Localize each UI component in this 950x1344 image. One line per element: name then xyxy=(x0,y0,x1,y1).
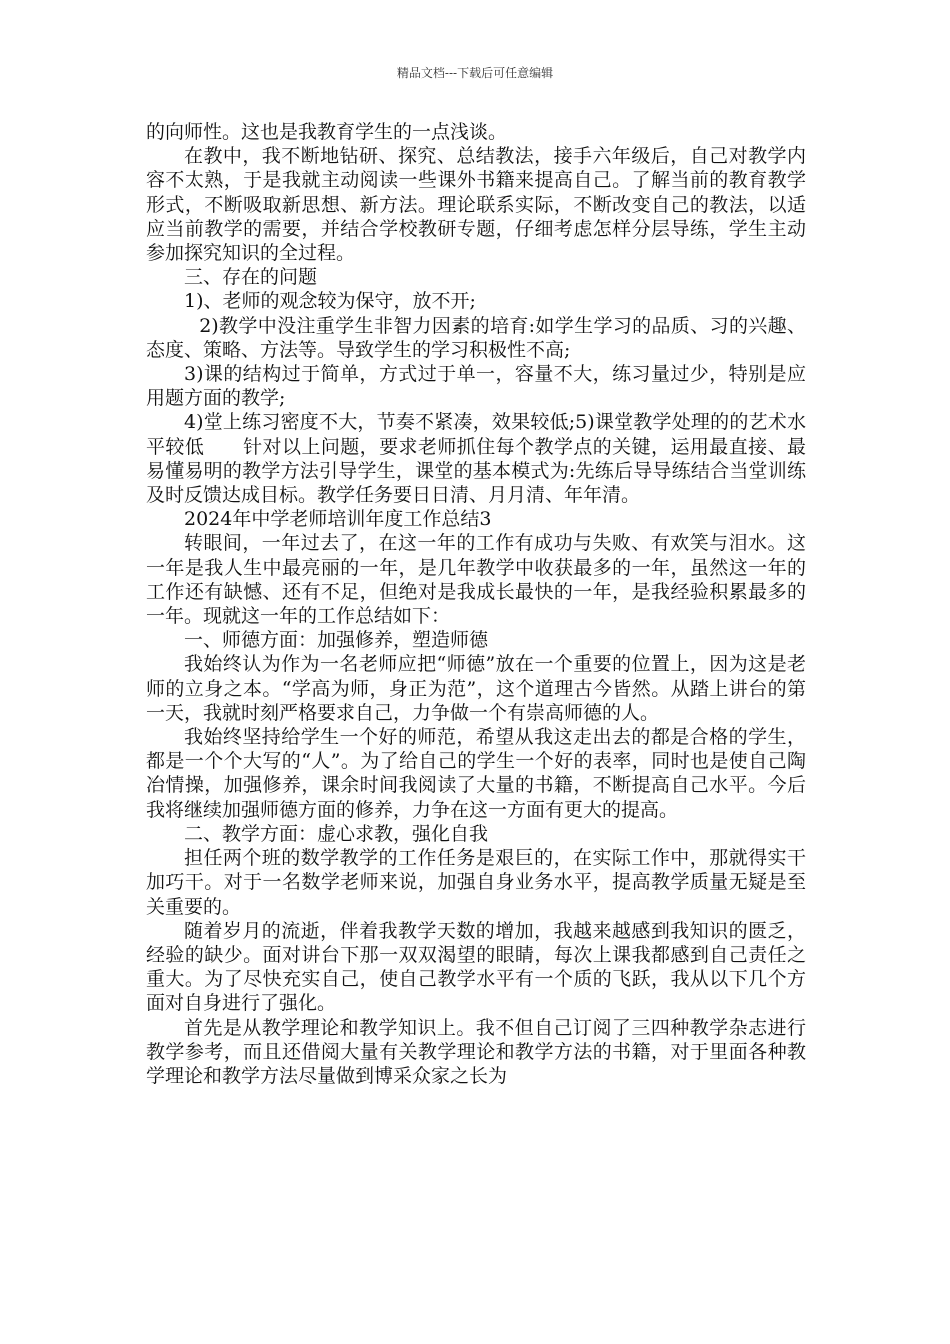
paragraph: 我始终坚持给学生一个好的师范，希望从我这走出去的都是合格的学生，都是一个个大写的“人”。为了给自己的学生一个好的表率，同时也是使自己陶冶情操，加强修养，课余时间我阅读了大量的书籍，不断提高自己水平。今后我将继续加强师德方面的修养，力争在这一方面有更大的提高。 xyxy=(146,726,806,821)
section-heading: 二、教学方面：虚心求教，强化自我 xyxy=(184,822,489,845)
page-header: 精品文档---下载后可任意编辑 xyxy=(396,66,554,80)
paragraph: 我始终认为作为一名老师应把“师德”放在一个重要的位置上，因为这是老师的立身之本。“学高为师，身正为范”，这个道理古今皆然。从踏上讲台的第一天，我就时刻严格要求自己，力争做一个有崇高师德的人。 xyxy=(146,653,806,724)
list-item: 3)课的结构过于简单，方式过于单一，容量不大，练习量过少，特别是应用题方面的教学; xyxy=(146,363,806,410)
paragraph: 的向师性。这也是我教育学生的一点浅谈。 xyxy=(146,121,508,143)
list-item: 2)教学中没注重学生非智力因素的培育:如学生学习的品质、习的兴趣、态度、策略、方法等。导致学生的学习积极性不高; xyxy=(146,314,806,361)
paragraph: 首先是从教学理论和教学知识上。我不但自己订阅了三四种教学杂志进行教学参考，而且还借阅大量有关教学理论和教学方法的书籍，对于里面各种教学理论和教学方法尽量做到博采众家之长为 xyxy=(146,1016,806,1087)
paragraph: 在教中，我不断地钻研、探究、总结教法，接手六年级后，自己对教学内容不太熟，于是我就主动阅读一些课外书籍来提高自己。了解当前的教育教学形式，不断吸取新思想、新方法。理论联系实际，不断改变自己的教法，以适应当前教学的需要，并结合学校教研专题，仔细考虑怎样分层导练，学生主动参加探究知识的全过程。 xyxy=(146,145,806,265)
document-body xyxy=(146,120,806,1088)
section-heading: 一、师德方面：加强修养，塑造师德 xyxy=(184,629,489,652)
paragraph: 随着岁月的流逝，伴着我教学天数的增加，我越来越感到我知识的匮乏，经验的缺少。面对讲台下那一双双渴望的眼睛，每次上课我都感到自己责任之重大。为了尽快充实自己，使自己教学水平有一个质的飞跃，我从以下几个方面对自身进行了强化。 xyxy=(146,919,806,1015)
list-item: 1)、老师的观念较为保守，放不开; xyxy=(184,290,476,313)
paragraph: 担任两个班的数学教学的工作任务是艰巨的，在实际工作中，那就得实干加巧干。对于一名数学老师来说，加强自身业务水平，提高教学质量无疑是至关重要的。 xyxy=(146,847,806,918)
section-heading: 三、存在的问题 xyxy=(184,266,318,289)
section-title: 2024年中学老师培训年度工作总结3 xyxy=(184,508,492,531)
list-item: 4)堂上练习密度不大，节奏不紧凑，效果较低;5)课堂教学处理的的艺术水平较低 针对以上问题，要求老师抓住每个教学点的关键，运用最直接、最易懂易明的教学方法引导学生，课堂的基本模式为:先练后导导练结合当堂训练及时反馈达成目标。教学任务要日日清、月月清、年年清。 xyxy=(146,411,806,507)
paragraph: 转眼间，一年过去了，在这一年的工作有成功与失败、有欢笑与泪水。这一年是我人生中最亮丽的一年，是几年教学中收获最多的一年，虽然这一年的工作还有缺憾、还有不足，但绝对是我成长最快的一年，是我经验积累最多的一年。现就这一年的工作总结如下： xyxy=(146,532,806,628)
